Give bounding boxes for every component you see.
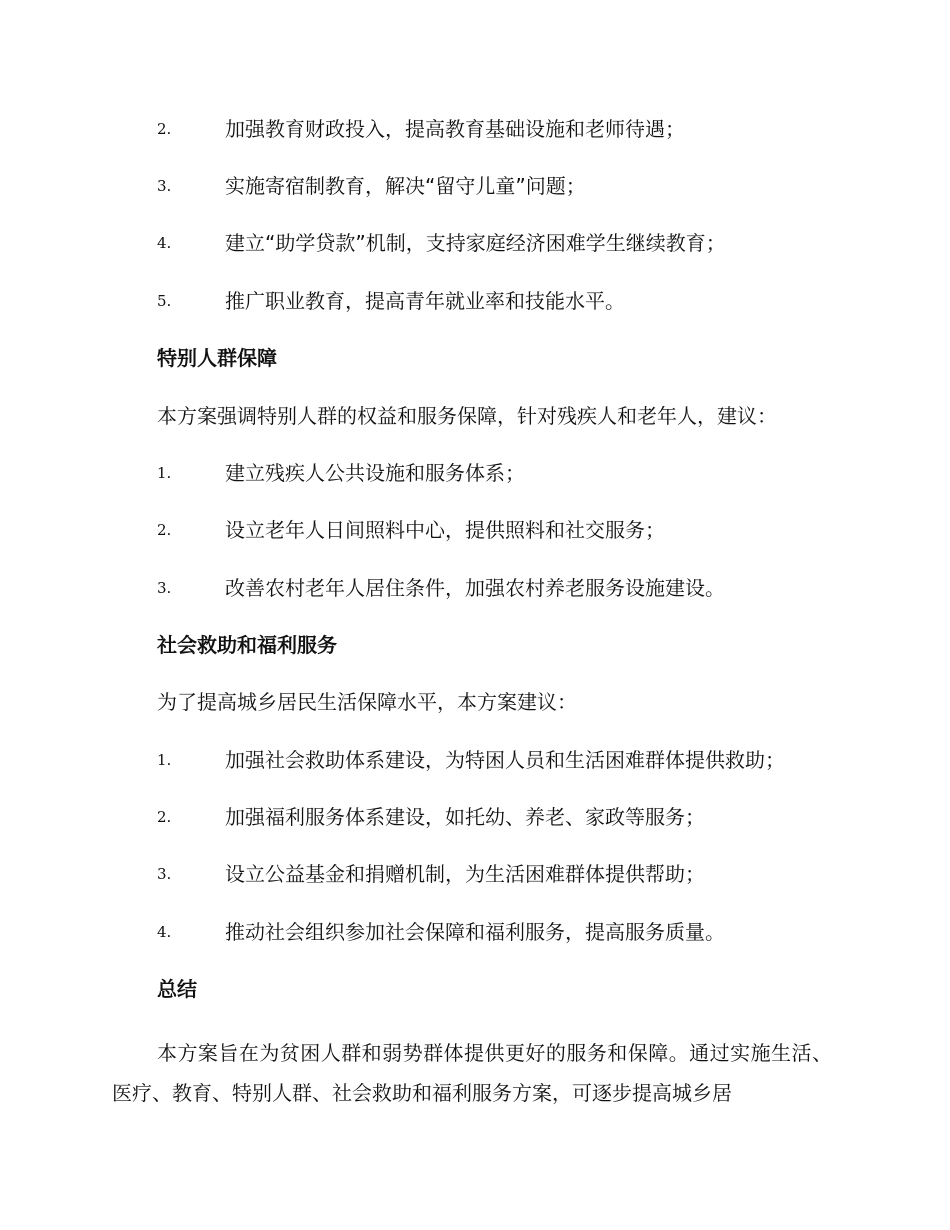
list-item [0,228,950,258]
list-item-text: 加强社会救助体系建设，为特困人员和生活困难群体提供救助； [225,748,785,772]
list-item-text: 推广职业教育，提高青年就业率和技能水平。 [225,289,625,313]
list-item-number: 5. [157,292,172,310]
list-item-text: 加强教育财政投入，提高教育基础设施和老师待遇； [225,117,685,141]
list-item [0,286,950,316]
list-item-number: 2. [157,808,172,826]
list-item [0,573,950,603]
list-item-number: 3. [157,865,172,883]
list-item-text: 建立“助学贷款”机制，支持家庭经济困难学生继续教育； [225,231,726,255]
section-intro-special-groups: 本方案强调特别人群的权益和服务保障，针对残疾人和老年人，建议： [157,404,777,428]
list-item-number: 2. [157,120,172,138]
list-item-text: 建立残疾人公共设施和服务体系； [225,461,525,485]
list-item-text: 实施寄宿制教育，解决“留守儿童”问题； [225,174,586,198]
list-item-number: 3. [157,177,172,195]
list-item [0,802,950,832]
list-item [0,171,950,201]
list-item-number: 4. [157,234,172,252]
list-item-number: 2. [157,521,172,539]
list-item [0,114,950,144]
list-item-number: 1. [157,464,172,482]
list-item-text: 改善农村老年人居住条件，加强农村养老服务设施建设。 [225,576,725,600]
list-item-number: 4. [157,923,172,941]
list-item-number: 3. [157,579,172,597]
list-item [0,859,950,889]
list-item-text: 设立公益基金和捐赠机制，为生活困难群体提供帮助； [225,862,705,886]
section-heading-special-groups: 特别人群保障 [157,346,277,370]
section-heading-social-assistance: 社会救助和福利服务 [157,633,337,657]
list-item [0,515,950,545]
section-heading-summary: 总结 [157,977,197,1001]
list-item-number: 1. [157,751,172,769]
summary-paragraph: 本方案旨在为贫困人群和弱势群体提供更好的服务和保障。通过实施生活、医疗、教育、特别人群、社会救助和福利服务方案，可逐步提高城乡居 [112,1041,832,1105]
list-item-text: 推动社会组织参加社会保障和福利服务，提高服务质量。 [225,920,725,944]
list-item [0,745,950,775]
list-item [0,917,950,947]
list-item [0,458,950,488]
section-intro-social-assistance: 为了提高城乡居民生活保障水平，本方案建议： [157,690,577,714]
list-item-text: 加强福利服务体系建设，如托幼、养老、家政等服务； [225,805,705,829]
list-item-text: 设立老年人日间照料中心，提供照料和社交服务； [225,518,665,542]
